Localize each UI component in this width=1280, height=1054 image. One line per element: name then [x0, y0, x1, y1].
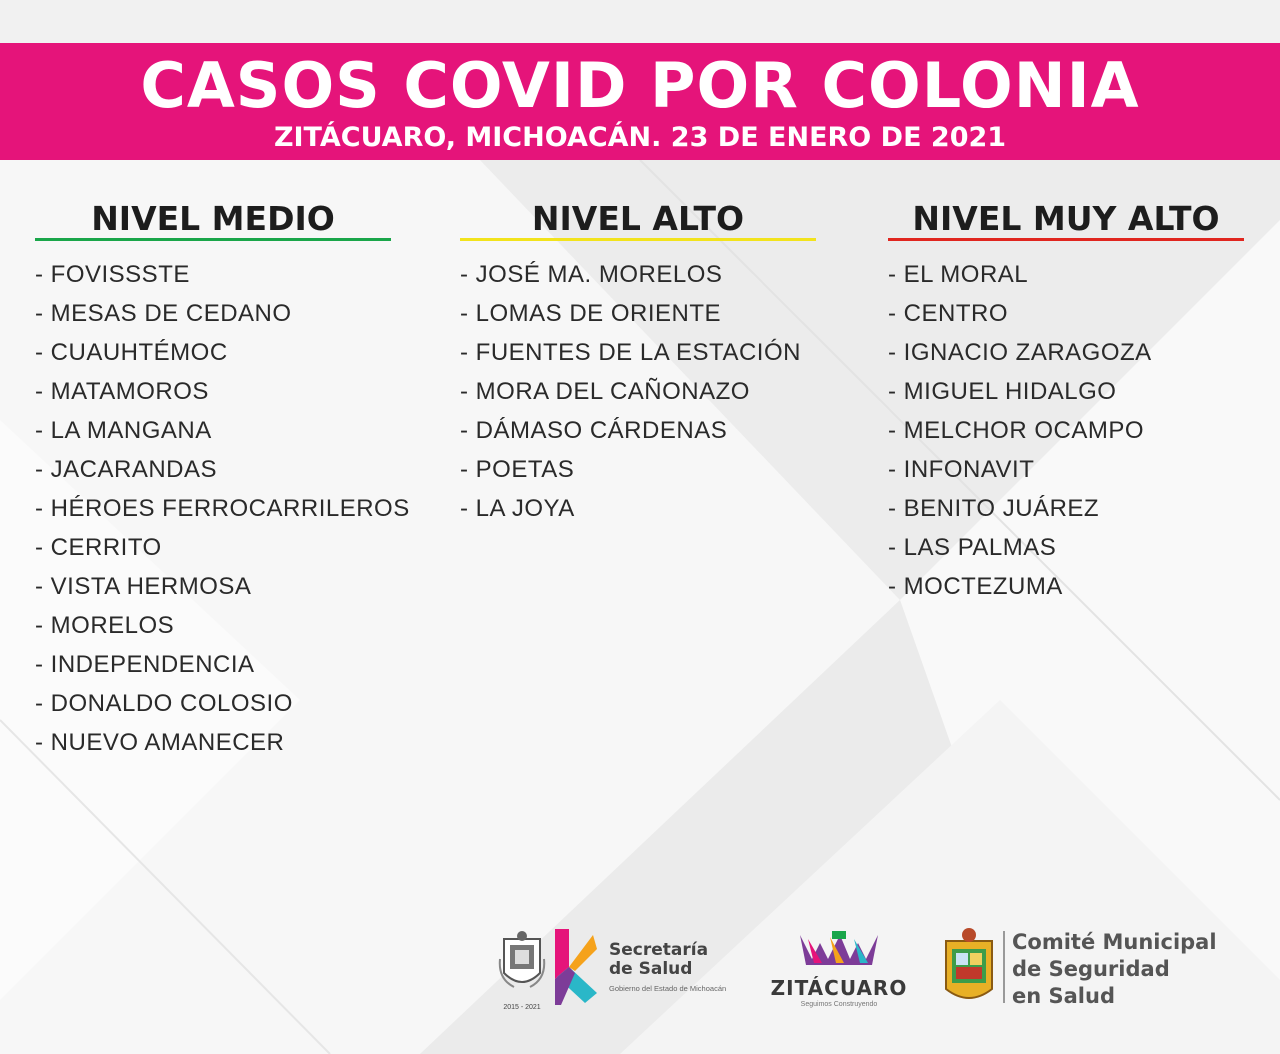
list-item: - IGNACIO ZARAGOZA [888, 339, 1152, 366]
footer-logos [0, 915, 1280, 1015]
comite-line-3: en Salud [1012, 984, 1115, 1008]
comite-line-2: de Seguridad [1012, 957, 1170, 981]
list-item: - BENITO JUÁREZ [888, 495, 1100, 522]
list-item: - MESAS DE CEDANO [35, 300, 292, 327]
comite-line-1: Comité Municipal [1012, 930, 1217, 954]
list-item: - VISTA HERMOSA [35, 573, 252, 600]
level-heading-medio: NIVEL MEDIO [91, 199, 335, 238]
list-item: - JACARANDAS [35, 456, 218, 483]
list-item: - DONALDO COLOSIO [35, 690, 293, 717]
title-banner [0, 43, 1280, 160]
state-seal-years: 2015 - 2021 [503, 1004, 541, 1011]
level-column-medio [35, 198, 410, 762]
state-seal-icon [498, 929, 546, 997]
list-item: - LA MANGANA [35, 417, 212, 444]
shield-divider [1003, 931, 1005, 1003]
salud-line-2: de Salud [609, 959, 693, 979]
page-subtitle: ZITÁCUARO, MICHOACÁN. 23 DE ENERO DE 2021 [273, 122, 1007, 153]
list-item: - LAS PALMAS [888, 534, 1057, 561]
list-item: - MIGUEL HIDALGO [888, 378, 1117, 405]
zitacuaro-crown-icon [764, 929, 914, 969]
zitacuaro-slogan: Seguimos Construyendo [800, 1001, 878, 1008]
list-item: - MORA DEL CAÑONAZO [460, 378, 750, 405]
salud-caption: Gobierno del Estado de Michoacán [609, 984, 727, 993]
list-item: - MOCTEZUMA [888, 573, 1063, 600]
list-item: - FUENTES DE LA ESTACIÓN [460, 339, 801, 366]
list-item: - CENTRO [888, 300, 1008, 327]
list-item: - NUEVO AMANECER [35, 729, 285, 756]
level-column-muy-alto [888, 198, 1244, 606]
list-item: - INDEPENDENCIA [35, 651, 255, 678]
list-item: - EL MORAL [888, 261, 1029, 288]
zitacuaro-logo [764, 929, 914, 1019]
page-title: CASOS COVID POR COLONIA [140, 49, 1140, 122]
level-heading-alto: NIVEL ALTO [531, 199, 745, 238]
level-rule-green [35, 238, 391, 241]
list-item: - MELCHOR OCAMPO [888, 417, 1145, 444]
colonia-list-muy-alto [888, 255, 1244, 606]
list-item: - MATAMOROS [35, 378, 209, 405]
list-item: - CUAUHTÉMOC [35, 339, 228, 366]
list-item: - HÉROES FERROCARRILEROS [35, 495, 410, 522]
colonia-list-alto [460, 255, 816, 528]
level-rule-yellow [460, 238, 816, 241]
level-column-alto [460, 198, 816, 528]
salud-k-icon [553, 927, 598, 1007]
municipal-shield-icon [940, 927, 998, 1007]
list-item: - LOMAS DE ORIENTE [460, 300, 722, 327]
salud-line-1: Secretaría [609, 940, 709, 960]
list-item: - INFONAVIT [888, 456, 1035, 483]
level-heading-muy-alto: NIVEL MUY ALTO [912, 199, 1220, 238]
state-seal [498, 929, 546, 1019]
list-item: - POETAS [460, 456, 575, 483]
list-item: - DÁMASO CÁRDENAS [460, 417, 728, 444]
salud-k-logo [553, 927, 598, 1007]
list-item: - LA JOYA [460, 495, 575, 522]
comite-text-block [1012, 929, 1272, 1010]
zitacuaro-name: ZITÁCUARO [770, 976, 908, 1000]
list-item: - JOSÉ MA. MORELOS [460, 261, 723, 288]
list-item: - MORELOS [35, 612, 175, 639]
colonia-list-medio [35, 255, 410, 762]
municipal-shield [940, 927, 998, 1007]
list-item: - FOVISSSTE [35, 261, 190, 288]
level-rule-red [888, 238, 1244, 241]
salud-text-block [609, 941, 759, 993]
list-item: - CERRITO [35, 534, 162, 561]
